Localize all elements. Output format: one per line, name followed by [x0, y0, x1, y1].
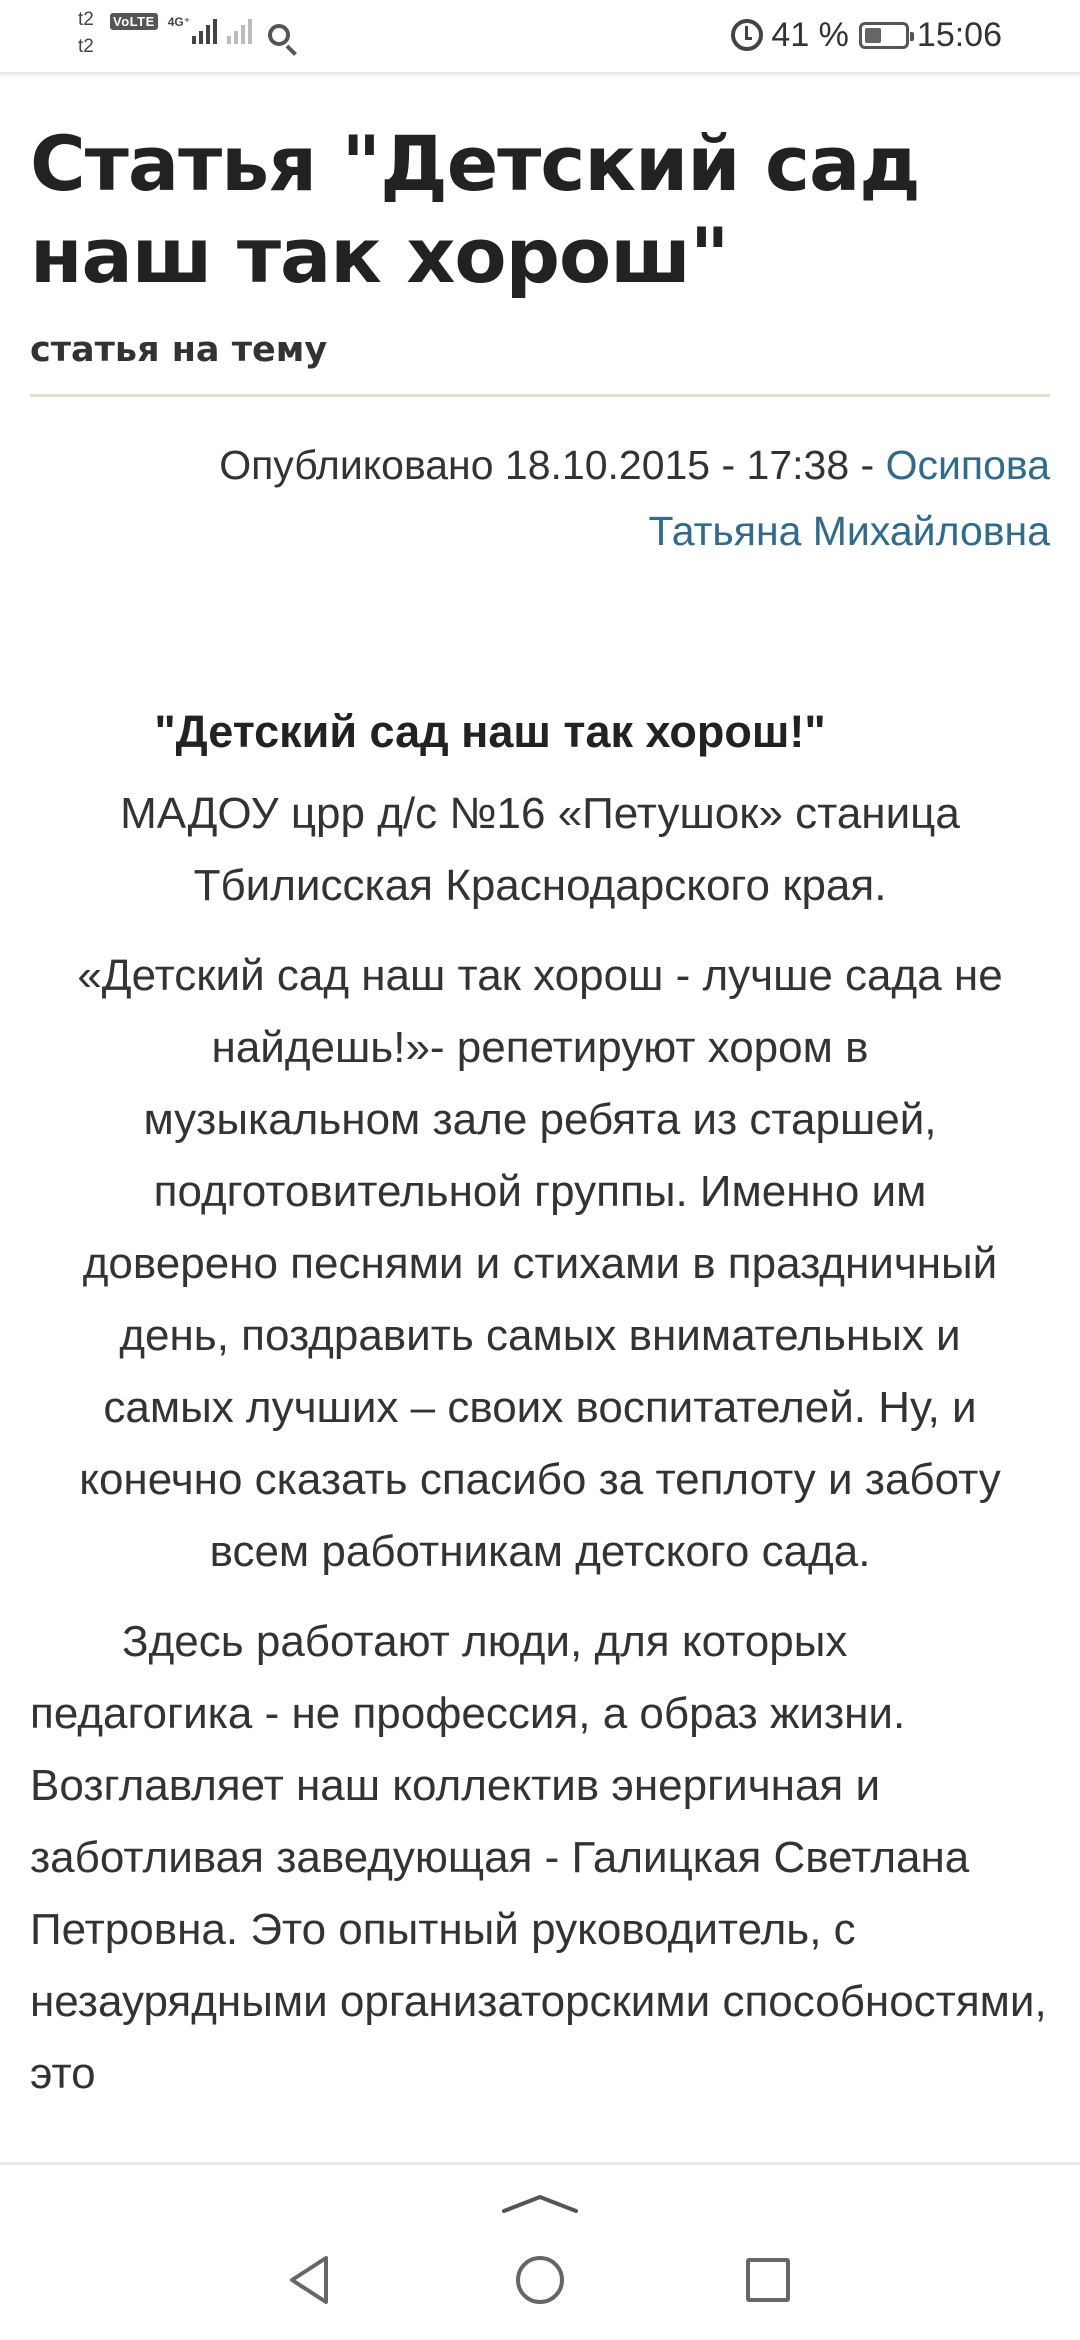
article-body [30, 696, 1050, 2162]
status-bar [0, 0, 1080, 72]
battery-percent: 41 % [771, 15, 849, 54]
body-heading: "Детский сад наш так хорош!" [154, 706, 826, 757]
status-left [78, 6, 300, 66]
navigation-bar [0, 2165, 1080, 2340]
signal-icon-sim2 [227, 16, 252, 44]
publication-meta [120, 432, 1050, 564]
header-divider [30, 394, 1050, 397]
status-bar-shadow [0, 72, 1080, 78]
carrier-1-label: t2 [78, 9, 94, 30]
page-title: Статья "Детский сад наш так хорош" [30, 119, 920, 300]
article-paragraph: «Детский сад наш так хорош - лучше сада не найдешь!»- репетируют хором в музыкальном зале ребята из старшей, подготовительной группы. Именно им доверено песнями и стихами в праздничный день, поздравить самых внимательных и самых лучших – своих воспитателей. Ну, и конечно сказать спасибо за теплоту и заботу всем работникам детского сада. [77, 951, 1003, 1576]
volte-badge: VoLTE [110, 13, 158, 30]
back-icon[interactable] [280, 2250, 340, 2310]
article-subtitle: статья на тему [30, 330, 328, 370]
alarm-icon [731, 19, 763, 51]
status-right [731, 12, 1002, 58]
signal-bars-sim1 [192, 18, 217, 44]
organization-text: МАДОУ црр д/с №16 «Петушок» станица Тбилисская Краснодарского края. [120, 789, 960, 910]
article-paragraph: Здесь работают люди, для которых педагогика - не профессия, а образ жизни. Возглавляет наш коллектив энергичная и заботливая заведующая - Галицкая Светлана Петровна. Это опытный руководитель, с незаурядными организаторскими способностями, это [30, 1617, 1047, 2098]
carrier-2-label: t2 [78, 36, 94, 57]
recent-apps-icon[interactable] [738, 2250, 798, 2310]
clock: 15:06 [916, 15, 1002, 54]
chevron-up-icon[interactable] [500, 2191, 580, 2215]
signal-bars-sim2 [227, 18, 252, 44]
signal-icon [168, 16, 217, 44]
battery-icon [859, 22, 909, 49]
author-link[interactable]: Осипова Татьяна Михайловна [648, 442, 1050, 554]
network-type-label: 4G⁺ [167, 15, 191, 29]
published-label: Опубликовано 18.10.2015 - 17:38 - [219, 442, 886, 488]
carrier-labels [78, 6, 104, 60]
search-icon [266, 22, 300, 56]
home-icon[interactable] [510, 2250, 570, 2310]
